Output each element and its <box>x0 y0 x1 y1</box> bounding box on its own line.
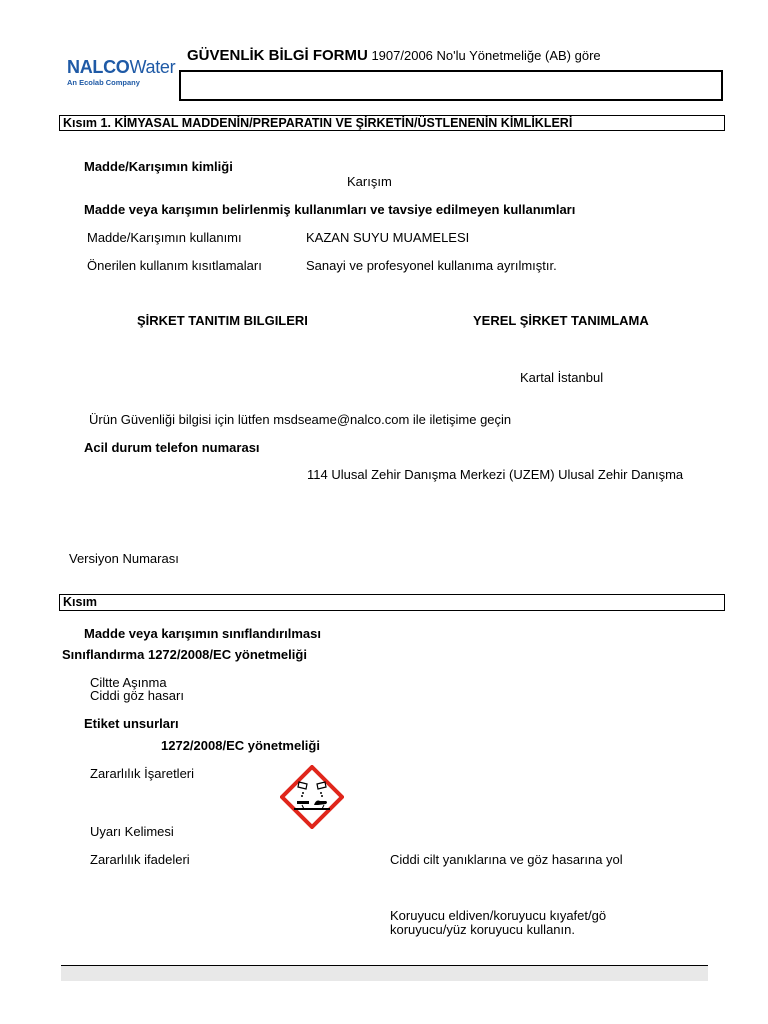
label-elements-heading: Etiket unsurları <box>84 716 179 731</box>
signal-word-label: Uyarı Kelimesi <box>90 824 174 839</box>
title-bold: GÜVENLİK BİLGİ FORMU <box>187 47 368 64</box>
nalco-water-logo <box>67 58 175 87</box>
hazard-eye-damage: Ciddi göz hasarı <box>90 688 184 703</box>
section-1-header: Kısım 1. KİMYASAL MADDENİN/PREPARATIN VE ŞİRKETİN/ÜSTLENENİN KİMLİKLERİ <box>59 115 725 131</box>
local-company-heading: YEREL ŞİRKET TANIMLAMA <box>473 313 649 328</box>
footer-bar <box>61 966 708 981</box>
logo-tagline: An Ecolab Company <box>67 78 140 87</box>
section-2-header: Kısım <box>59 594 725 611</box>
precaution-line-2: koruyucu/yüz koruyucu kullanın. <box>390 922 575 937</box>
local-address: Kartal İstanbul <box>520 370 604 385</box>
use-label: Madde/Karışımın kullanımı <box>87 230 242 245</box>
restriction-label: Önerilen kullanım kısıtlamaları <box>87 258 262 273</box>
identity-value: Karışım <box>347 174 392 189</box>
contact-text: Ürün Güvenliği bilgisi için lütfen msdseame@nalco.com ile iletişime geçin <box>89 412 512 427</box>
pictogram-label: Zararlılık İşaretleri <box>90 766 195 781</box>
use-value: KAZAN SUYU MUAMELESI <box>306 230 470 245</box>
title-regulation: 1907/2006 No'lu Yönetmeliğe (AB) göre <box>371 48 601 63</box>
identity-label: Madde/Karışımın kimliği <box>84 159 233 174</box>
label-regulation: 1272/2008/EC yönetmeliği <box>161 738 320 753</box>
classification-regulation: Sınıflandırma 1272/2008/EC yönetmeliği <box>62 647 307 662</box>
document-title <box>187 47 601 64</box>
version-label: Versiyon Numarası <box>69 551 179 566</box>
classification-heading: Madde veya karışımın sınıflandırılması <box>84 626 321 641</box>
product-name-box <box>179 70 723 101</box>
restriction-value: Sanayi ve profesyonel kullanıma ayrılmıştır. <box>306 258 557 273</box>
hazard-statements-label: Zararlılık ifadeleri <box>90 852 190 867</box>
logo-water: Water <box>129 57 176 77</box>
company-heading: ŞİRKET TANITIM BILGILERI <box>137 313 308 328</box>
precaution-line-1: Koruyucu eldiven/koruyucu kıyafet/gö <box>390 908 607 923</box>
corrosion-icon <box>280 765 344 829</box>
hazard-skin-corrosion: Ciltte Aşınma <box>90 675 167 690</box>
emergency-label: Acil durum telefon numarası <box>84 440 260 455</box>
uses-heading: Madde veya karışımın belirlenmiş kullanımları ve tavsiye edilmeyen kullanımları <box>84 202 576 217</box>
hazard-statement-1: Ciddi cilt yanıklarına ve göz hasarına yol <box>390 852 623 867</box>
logo-brand: NALCO <box>67 57 130 77</box>
emergency-value: 114 Ulusal Zehir Danışma Merkezi (UZEM) Ulusal Zehir Danışma <box>307 467 684 482</box>
